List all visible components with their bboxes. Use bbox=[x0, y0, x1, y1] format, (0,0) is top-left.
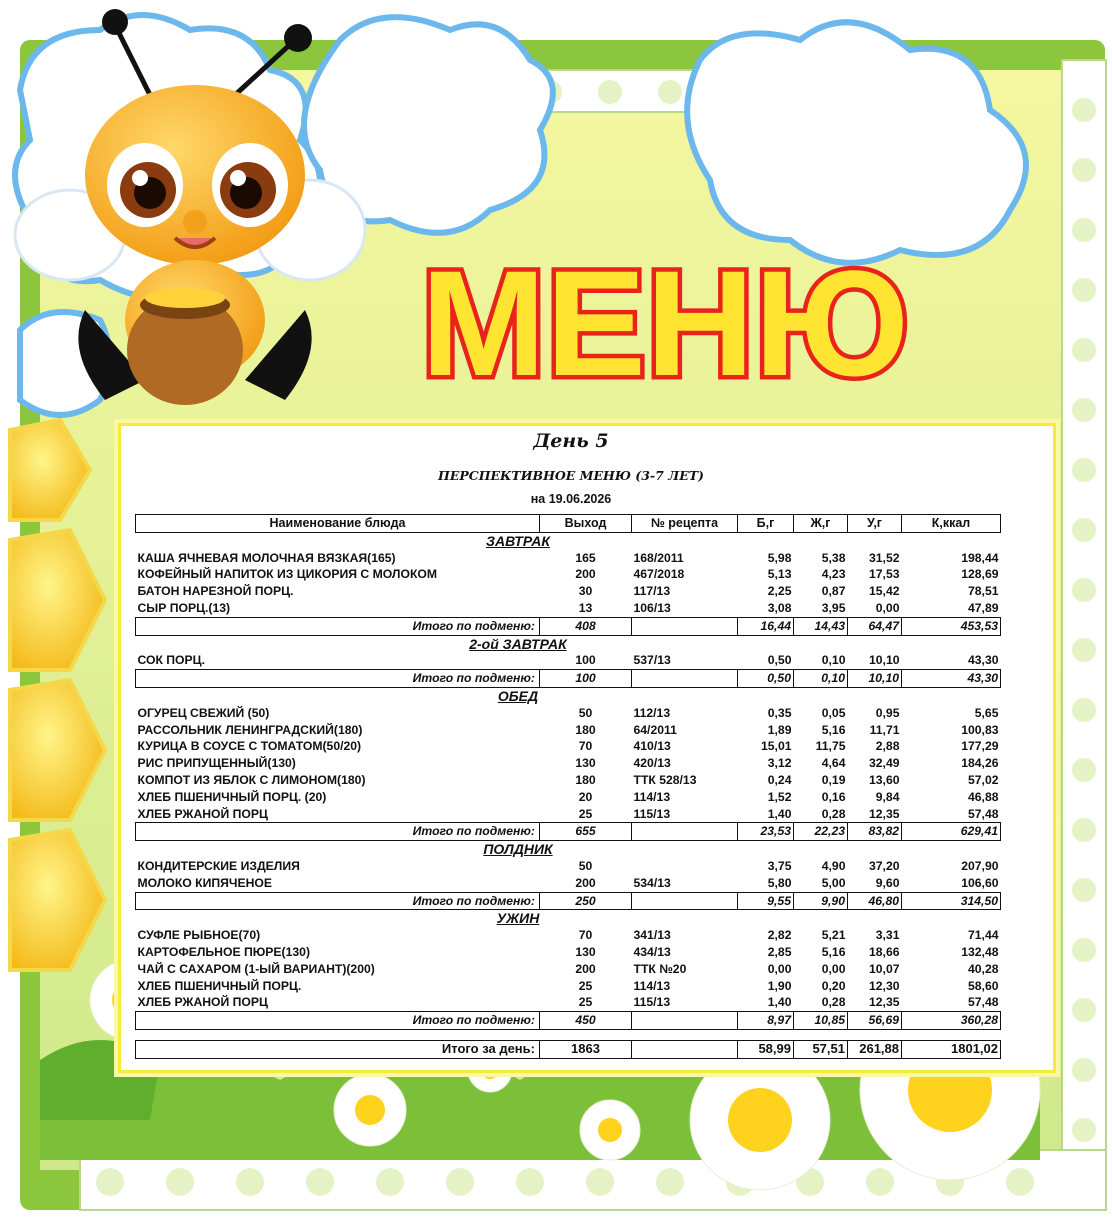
table-row bbox=[136, 652, 1001, 669]
cell-carbs: 18,66 bbox=[869, 944, 900, 959]
cell-kcal: 40,28 bbox=[968, 961, 999, 976]
subtotal-protein: 9,55 bbox=[738, 892, 794, 910]
cell-dish-name: РИС ПРИПУЩЕННЫЙ(130) bbox=[137, 756, 296, 771]
cell-kcal: 132,48 bbox=[961, 944, 999, 959]
col-header-carbs: У,г bbox=[848, 515, 902, 533]
subtotal-dish-name: Итого по подменю: bbox=[136, 1012, 540, 1030]
cell-carbs: 0,00 bbox=[875, 600, 900, 615]
cell-protein: 0,50 bbox=[767, 653, 792, 668]
subtotal-protein: 0,50 bbox=[738, 670, 794, 688]
subtotal-recipe bbox=[632, 617, 738, 635]
menu-title-graphic: МЕНЮ bbox=[420, 239, 910, 407]
cell-dish-name: РАССОЛЬНИК ЛЕНИНГРАДСКИЙ(180) bbox=[137, 722, 363, 737]
cell-protein: 3,12 bbox=[767, 756, 792, 771]
cell-fat: 5,16 bbox=[821, 944, 846, 959]
section-title: 2-ой ЗАВТРАК bbox=[469, 635, 567, 652]
cell-output: 30 bbox=[578, 584, 593, 599]
total-kcal: 1801,02 bbox=[902, 1040, 1001, 1058]
cell-dish-name: ХЛЕБ РЖАНОЙ ПОРЦ bbox=[137, 806, 268, 821]
cell-protein: 1,89 bbox=[767, 722, 792, 737]
cell-output: 200 bbox=[575, 567, 596, 582]
section-heading-row bbox=[136, 532, 1001, 549]
table-row bbox=[136, 961, 1001, 978]
cell-dish-name: СЫР ПОРЦ.(13) bbox=[137, 600, 231, 615]
cell-output: 165 bbox=[575, 550, 596, 565]
cell-output: 180 bbox=[575, 722, 596, 737]
cell-dish-name: БАТОН НАРЕЗНОЙ ПОРЦ. bbox=[137, 584, 294, 599]
cell-dish-name: КОМПОТ ИЗ ЯБЛОК С ЛИМОНОМ(180) bbox=[137, 772, 366, 787]
subtotal-fat: 9,90 bbox=[794, 892, 848, 910]
cell-protein: 1,40 bbox=[767, 995, 792, 1010]
col-header-output: Выход bbox=[540, 515, 632, 533]
subtotal-output: 655 bbox=[540, 823, 632, 841]
cell-protein: 5,13 bbox=[767, 567, 792, 582]
subtotal-kcal: 629,41 bbox=[902, 823, 1001, 841]
cell-fat: 0,00 bbox=[821, 961, 846, 976]
section-title: УЖИН bbox=[496, 910, 540, 927]
cell-kcal: 5,65 bbox=[974, 705, 999, 720]
cell-protein: 5,80 bbox=[767, 875, 792, 890]
day-total-row bbox=[136, 1040, 1001, 1058]
subtotal-row bbox=[136, 892, 1001, 910]
spacer-row bbox=[136, 1029, 1001, 1040]
cell-kcal: 128,69 bbox=[961, 567, 999, 582]
cell-protein: 3,75 bbox=[767, 858, 792, 873]
cell-kcal: 71,44 bbox=[968, 928, 999, 943]
table-row bbox=[136, 705, 1001, 722]
subtotal-dish-name: Итого по подменю: bbox=[136, 892, 540, 910]
subtotal-carbs: 83,82 bbox=[848, 823, 902, 841]
cell-output: 100 bbox=[575, 653, 596, 668]
section-title: ПОЛДНИК bbox=[483, 841, 553, 858]
cell-fat: 0,20 bbox=[821, 978, 846, 993]
col-header-recipe: № рецепта bbox=[632, 515, 738, 533]
cell-kcal: 198,44 bbox=[961, 550, 999, 565]
cell-recipe bbox=[632, 858, 738, 875]
col-header-name: Наименование блюда bbox=[136, 515, 540, 533]
table-row bbox=[136, 600, 1001, 617]
subtotal-recipe bbox=[632, 892, 738, 910]
subtotal-protein: 16,44 bbox=[738, 617, 794, 635]
menu-date: на 19.06.2026 bbox=[530, 492, 612, 506]
cell-dish-name: КОНДИТЕРСКИЕ ИЗДЕЛИЯ bbox=[137, 858, 300, 873]
subtotal-fat: 10,85 bbox=[794, 1012, 848, 1030]
table-row bbox=[136, 978, 1001, 995]
cell-dish-name: ХЛЕБ ПШЕНИЧНЫЙ ПОРЦ. (20) bbox=[137, 789, 327, 804]
subtotal-row bbox=[136, 670, 1001, 688]
subtotal-recipe bbox=[632, 823, 738, 841]
table-row bbox=[136, 583, 1001, 600]
cell-dish-name: ХЛЕБ ПШЕНИЧНЫЙ ПОРЦ. bbox=[137, 978, 302, 993]
cell-dish-name: КАРТОФЕЛЬНОЕ ПЮРЕ(130) bbox=[137, 944, 311, 959]
cell-protein: 5,98 bbox=[767, 550, 792, 565]
table-header-row bbox=[136, 515, 1001, 533]
subtotal-dish-name: Итого по подменю: bbox=[136, 617, 540, 635]
cell-fat: 0,28 bbox=[821, 806, 846, 821]
cell-fat: 5,38 bbox=[821, 550, 846, 565]
table-row bbox=[136, 789, 1001, 806]
cell-fat: 0,87 bbox=[821, 584, 846, 599]
subtotal-protein: 23,53 bbox=[738, 823, 794, 841]
cell-dish-name: СУФЛЕ РЫБНОЕ(70) bbox=[137, 928, 261, 943]
subtotal-dish-name: Итого по подменю: bbox=[136, 823, 540, 841]
table-row bbox=[136, 806, 1001, 823]
table-row bbox=[136, 994, 1001, 1011]
cell-protein: 0,24 bbox=[767, 772, 792, 787]
total-fat: 57,51 bbox=[794, 1040, 848, 1058]
cell-dish-name: ЧАЙ С САХАРОМ (1-ЫЙ ВАРИАНТ)(200) bbox=[137, 961, 375, 976]
cell-recipe: 341/13 bbox=[633, 928, 671, 943]
table-row bbox=[136, 566, 1001, 583]
table-row bbox=[136, 772, 1001, 789]
cell-fat: 11,75 bbox=[815, 739, 846, 754]
cell-carbs: 3,31 bbox=[875, 928, 900, 943]
cell-kcal: 57,48 bbox=[968, 995, 999, 1010]
cell-carbs: 13,60 bbox=[869, 772, 900, 787]
cell-recipe: ТТК №20 bbox=[633, 961, 687, 976]
cell-protein: 2,85 bbox=[767, 944, 792, 959]
cell-carbs: 11,71 bbox=[869, 722, 900, 737]
cell-output: 20 bbox=[578, 789, 593, 804]
cell-output: 180 bbox=[575, 772, 596, 787]
cell-carbs: 12,35 bbox=[869, 806, 900, 821]
cell-protein: 1,52 bbox=[767, 789, 792, 804]
cell-carbs: 0,95 bbox=[875, 705, 900, 720]
cell-recipe: 420/13 bbox=[633, 756, 671, 771]
col-header-fat: Ж,г bbox=[794, 515, 848, 533]
section-heading-row bbox=[136, 687, 1001, 704]
table-row bbox=[136, 722, 1001, 739]
cell-recipe: ТТК 528/13 bbox=[633, 772, 697, 787]
cell-protein: 1,40 bbox=[767, 806, 792, 821]
cell-dish-name: КУРИЦА В СОУСЕ С ТОМАТОМ(50/20) bbox=[137, 739, 362, 754]
cell-recipe: 537/13 bbox=[633, 653, 671, 668]
subtotal-dish-name: Итого по подменю: bbox=[136, 670, 540, 688]
cell-fat: 0,10 bbox=[821, 653, 846, 668]
cell-carbs: 10,10 bbox=[869, 653, 900, 668]
cell-output: 130 bbox=[575, 944, 596, 959]
table-row bbox=[136, 875, 1001, 892]
subtotal-carbs: 56,69 bbox=[848, 1012, 902, 1030]
cell-kcal: 106,60 bbox=[961, 875, 999, 890]
cell-carbs: 37,20 bbox=[869, 858, 900, 873]
cell-protein: 0,00 bbox=[767, 961, 792, 976]
section-heading-row bbox=[136, 635, 1001, 652]
cell-protein: 2,25 bbox=[767, 584, 792, 599]
table-row bbox=[136, 858, 1001, 875]
cell-kcal: 207,90 bbox=[961, 858, 999, 873]
section-heading-row bbox=[136, 910, 1001, 927]
cell-carbs: 10,07 bbox=[869, 961, 900, 976]
subtotal-row bbox=[136, 823, 1001, 841]
subtotal-kcal: 453,53 bbox=[902, 617, 1001, 635]
table-row bbox=[136, 550, 1001, 567]
cell-dish-name: ОГУРЕЦ СВЕЖИЙ (50) bbox=[137, 705, 270, 720]
cell-fat: 5,16 bbox=[821, 722, 846, 737]
cell-recipe: 114/13 bbox=[633, 978, 671, 993]
subtotal-output: 250 bbox=[540, 892, 632, 910]
section-title: ЗАВТРАК bbox=[485, 532, 551, 549]
cell-recipe: 410/13 bbox=[633, 739, 671, 754]
total-recipe bbox=[632, 1040, 738, 1058]
menu-subtitle: ПЕРСПЕКТИВНОЕ МЕНЮ (3-7 ЛЕТ) bbox=[438, 468, 704, 483]
cell-output: 200 bbox=[575, 875, 596, 890]
cell-carbs: 31,52 bbox=[869, 550, 900, 565]
subtotal-carbs: 64,47 bbox=[848, 617, 902, 635]
cell-output: 70 bbox=[578, 928, 593, 943]
total-output: 1863 bbox=[540, 1040, 632, 1058]
subtotal-carbs: 10,10 bbox=[848, 670, 902, 688]
cell-fat: 5,21 bbox=[821, 928, 846, 943]
cell-recipe: 115/13 bbox=[633, 806, 671, 821]
subtotal-kcal: 43,30 bbox=[902, 670, 1001, 688]
subtotal-carbs: 46,80 bbox=[848, 892, 902, 910]
subtotal-row bbox=[136, 1012, 1001, 1030]
cell-carbs: 17,53 bbox=[869, 567, 900, 582]
cell-fat: 5,00 bbox=[821, 875, 846, 890]
table-row bbox=[136, 927, 1001, 944]
cell-carbs: 9,84 bbox=[875, 789, 900, 804]
cell-recipe: 115/13 bbox=[633, 995, 671, 1010]
subtotal-kcal: 360,28 bbox=[902, 1012, 1001, 1030]
cell-recipe: 64/2011 bbox=[633, 722, 677, 737]
cell-kcal: 100,83 bbox=[961, 722, 999, 737]
cell-output: 50 bbox=[578, 858, 593, 873]
subtotal-row bbox=[136, 617, 1001, 635]
total-protein: 58,99 bbox=[738, 1040, 794, 1058]
cell-output: 50 bbox=[578, 705, 593, 720]
cell-output: 70 bbox=[578, 739, 593, 754]
cell-recipe: 534/13 bbox=[633, 875, 671, 890]
cell-fat: 0,05 bbox=[821, 705, 846, 720]
cell-carbs: 32,49 bbox=[869, 756, 900, 771]
cell-protein: 1,90 bbox=[767, 978, 792, 993]
subtotal-output: 408 bbox=[540, 617, 632, 635]
cell-kcal: 184,26 bbox=[961, 756, 999, 771]
cell-kcal: 78,51 bbox=[968, 584, 999, 599]
cell-fat: 4,23 bbox=[821, 567, 846, 582]
table-row bbox=[136, 738, 1001, 755]
cell-output: 130 bbox=[575, 756, 596, 771]
col-header-kcal: К,ккал bbox=[902, 515, 1001, 533]
cell-kcal: 58,60 bbox=[968, 978, 999, 993]
menu-table bbox=[135, 514, 1001, 1059]
total-carbs: 261,88 bbox=[848, 1040, 902, 1058]
cell-output: 25 bbox=[578, 995, 593, 1010]
cell-fat: 0,19 bbox=[821, 772, 846, 787]
subtotal-recipe bbox=[632, 1012, 738, 1030]
cell-dish-name: МОЛОКО КИПЯЧЕНОЕ bbox=[137, 875, 272, 890]
cell-kcal: 46,88 bbox=[968, 789, 999, 804]
cell-fat: 0,28 bbox=[821, 995, 846, 1010]
subtotal-fat: 0,10 bbox=[794, 670, 848, 688]
cell-recipe: 467/2018 bbox=[633, 567, 685, 582]
cell-dish-name: КАША ЯЧНЕВАЯ МОЛОЧНАЯ ВЯЗКАЯ(165) bbox=[137, 550, 396, 565]
col-header-protein: Б,г bbox=[738, 515, 794, 533]
cell-protein: 2,82 bbox=[767, 928, 792, 943]
cell-fat: 4,90 bbox=[821, 858, 846, 873]
cell-output: 13 bbox=[578, 600, 593, 615]
subtotal-output: 450 bbox=[540, 1012, 632, 1030]
cell-recipe: 114/13 bbox=[633, 789, 671, 804]
subtotal-kcal: 314,50 bbox=[902, 892, 1001, 910]
menu-card bbox=[118, 423, 1056, 1073]
cell-recipe: 106/13 bbox=[633, 600, 671, 615]
cell-carbs: 15,42 bbox=[869, 584, 900, 599]
cell-carbs: 12,30 bbox=[869, 978, 900, 993]
cell-protein: 3,08 bbox=[767, 600, 792, 615]
cell-kcal: 43,30 bbox=[968, 653, 999, 668]
cell-recipe: 168/2011 bbox=[633, 550, 684, 565]
cell-output: 25 bbox=[578, 978, 593, 993]
cell-dish-name: СОК ПОРЦ. bbox=[137, 653, 205, 668]
cell-carbs: 9,60 bbox=[875, 875, 900, 890]
cell-protein: 0,35 bbox=[767, 705, 792, 720]
section-heading-row bbox=[136, 841, 1001, 858]
section-title: ОБЕД bbox=[497, 687, 539, 704]
cell-fat: 3,95 bbox=[821, 600, 846, 615]
cell-fat: 4,64 bbox=[821, 756, 846, 771]
cell-output: 25 bbox=[578, 806, 593, 821]
cell-kcal: 57,48 bbox=[968, 806, 999, 821]
cell-dish-name: КОФЕЙНЫЙ НАПИТОК ИЗ ЦИКОРИЯ С МОЛОКОМ bbox=[137, 567, 438, 582]
cell-recipe: 117/13 bbox=[633, 584, 671, 599]
cell-output: 200 bbox=[575, 961, 596, 976]
cell-fat: 0,16 bbox=[821, 789, 846, 804]
cell-recipe: 112/13 bbox=[633, 705, 671, 720]
cell-kcal: 177,29 bbox=[961, 739, 999, 754]
cell-dish-name: ХЛЕБ РЖАНОЙ ПОРЦ bbox=[137, 995, 268, 1010]
subtotal-protein: 8,97 bbox=[738, 1012, 794, 1030]
cell-protein: 15,01 bbox=[761, 739, 792, 754]
subtotal-output: 100 bbox=[540, 670, 632, 688]
cell-carbs: 12,35 bbox=[869, 995, 900, 1010]
cell-carbs: 2,88 bbox=[875, 739, 900, 754]
table-row bbox=[136, 755, 1001, 772]
cell-kcal: 47,89 bbox=[968, 600, 999, 615]
subtotal-recipe bbox=[632, 670, 738, 688]
subtotal-fat: 14,43 bbox=[794, 617, 848, 635]
subtotal-fat: 22,23 bbox=[794, 823, 848, 841]
cell-recipe: 434/13 bbox=[633, 944, 671, 959]
cell-kcal: 57,02 bbox=[968, 772, 999, 787]
total-dish-name: Итого за день: bbox=[136, 1040, 540, 1058]
day-label: День 5 bbox=[533, 430, 609, 452]
table-row bbox=[136, 944, 1001, 961]
